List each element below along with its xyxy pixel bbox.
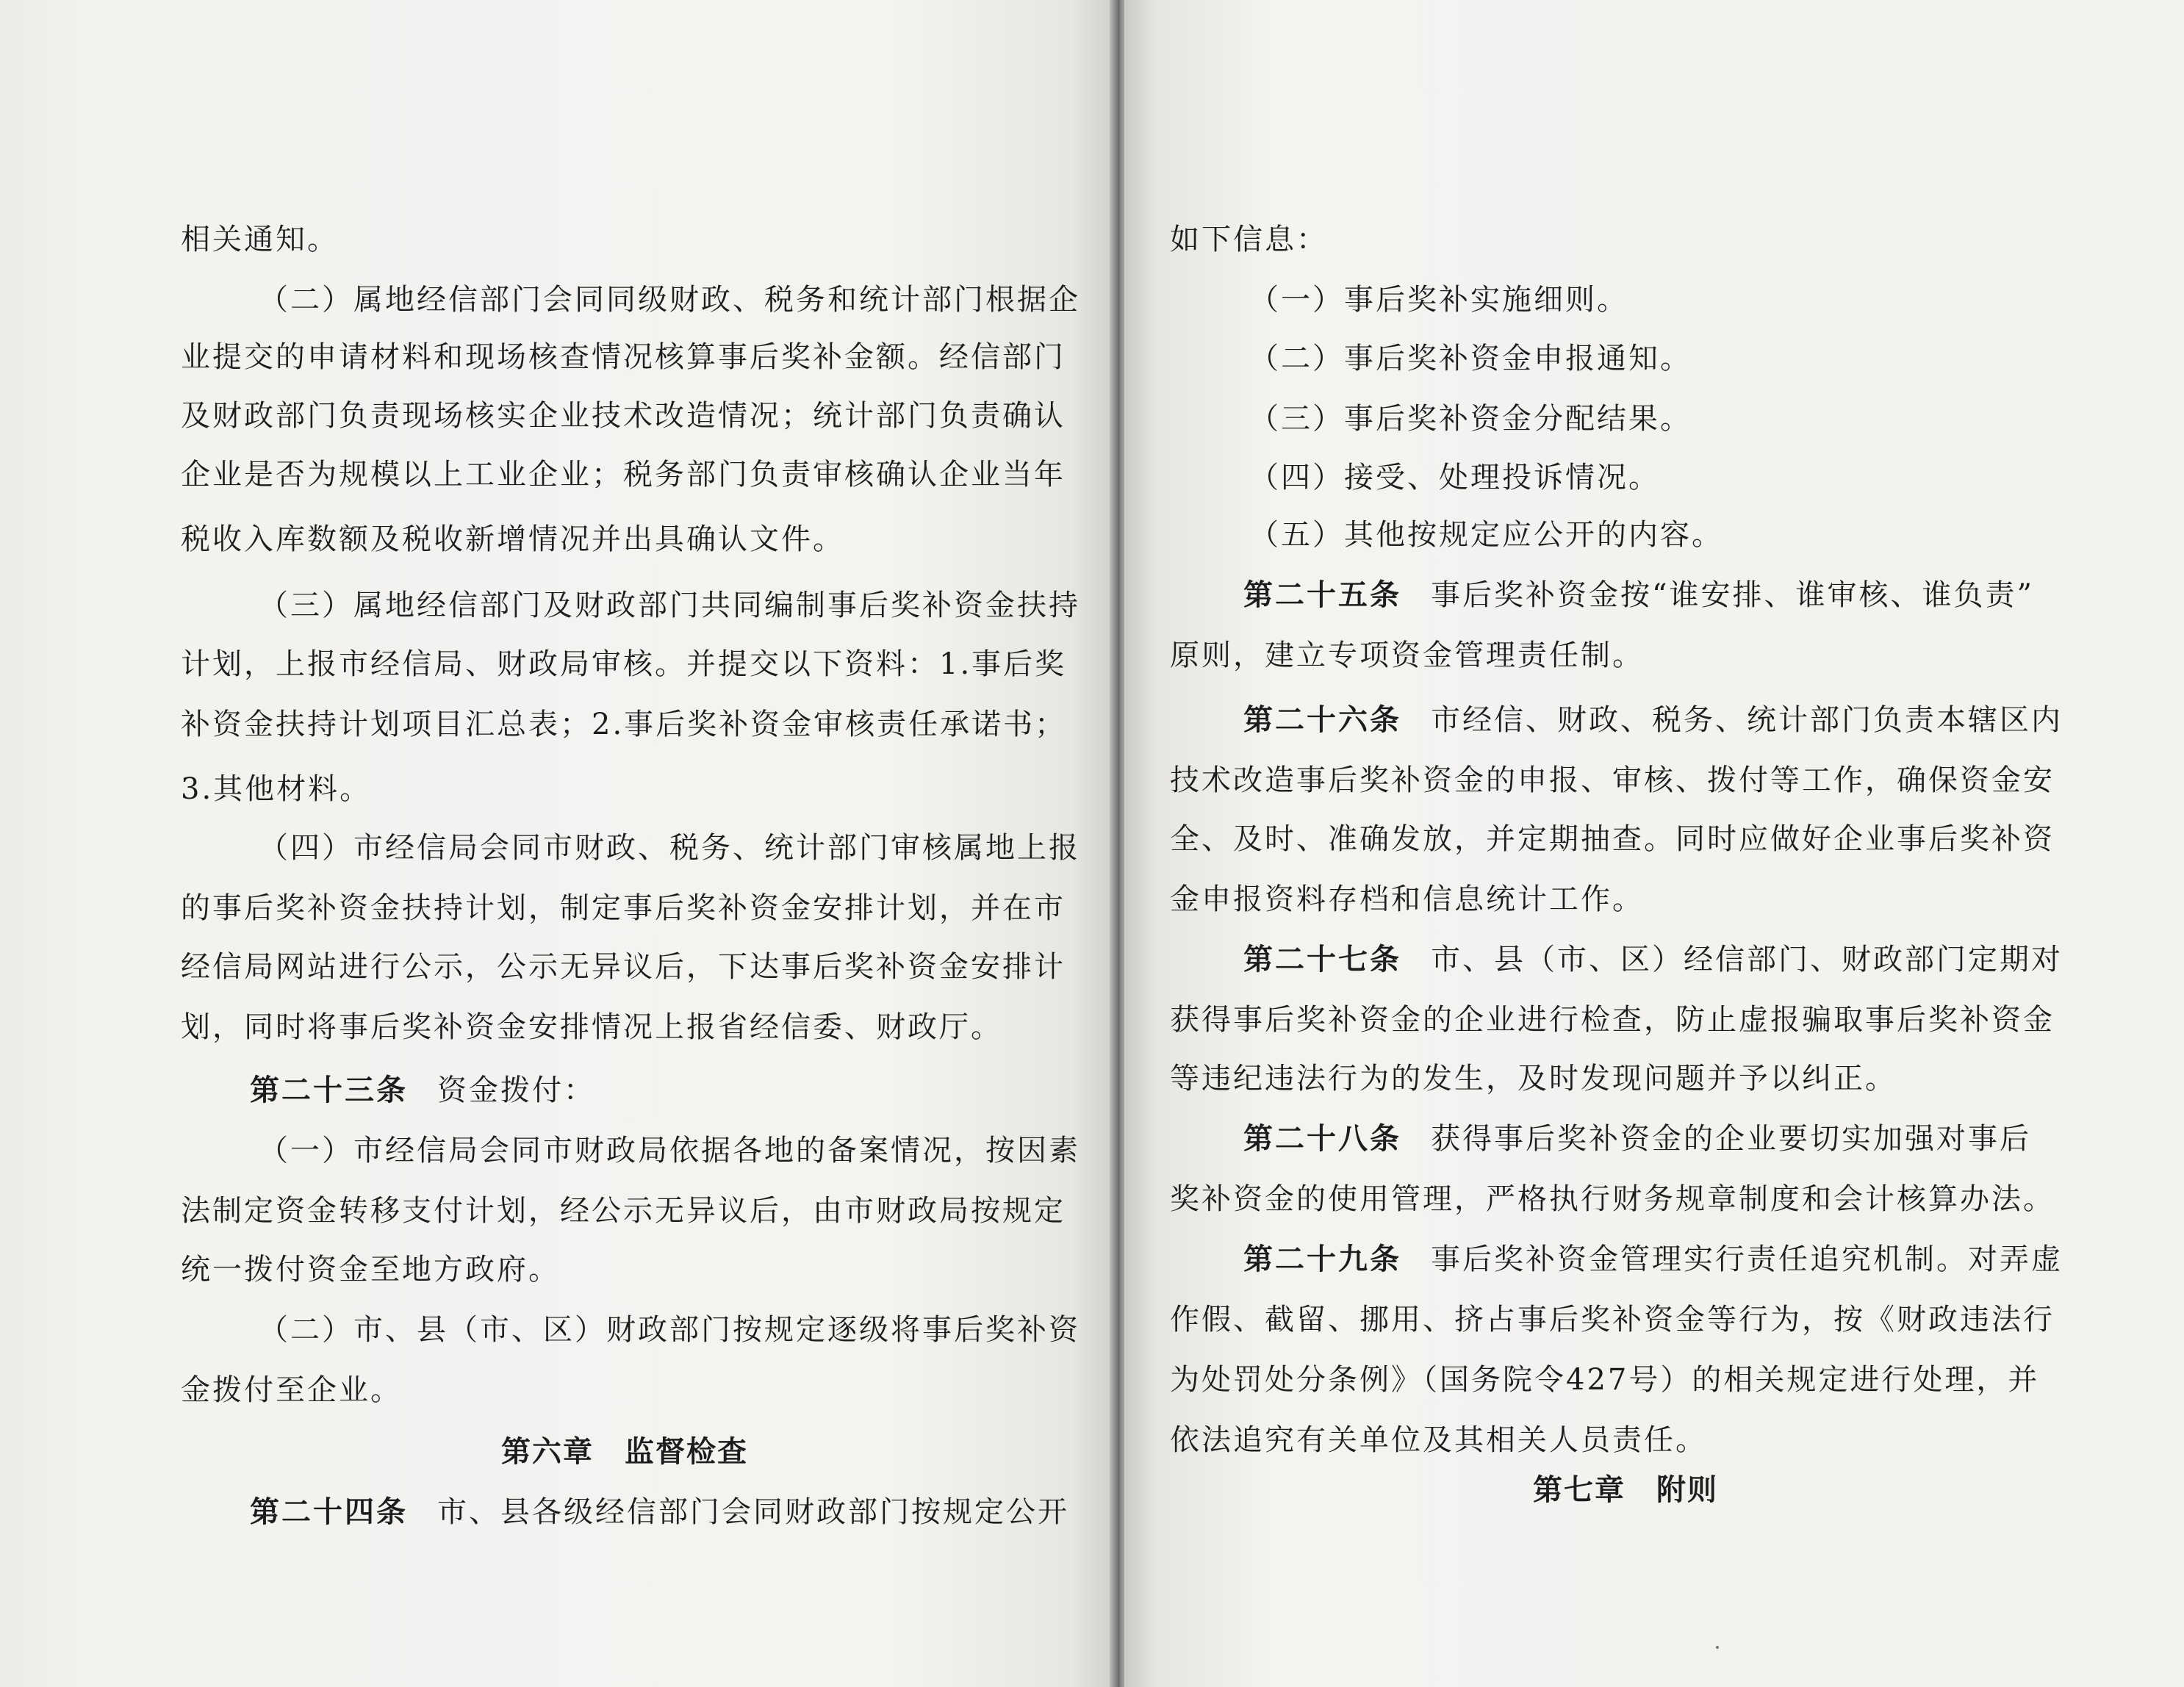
text-line: 金拨付至企业。 bbox=[181, 1373, 402, 1407]
article-25-line bbox=[1243, 576, 2034, 614]
text-line: （三）事后奖补资金分配结果。 bbox=[1249, 402, 1692, 436]
text-line: 计划，上报市经信局、财政局审核。并提交以下资料：1.事后奖 bbox=[181, 647, 1067, 681]
article-25-text: 事后奖补资金按“谁安排、谁审核、谁负责” bbox=[1431, 578, 2034, 612]
text-line: 金申报资料存档和信息统计工作。 bbox=[1170, 882, 1644, 916]
text-line: 如下信息： bbox=[1170, 223, 1328, 256]
article-29-text: 事后奖补资金管理实行责任追究机制。对弄虚 bbox=[1431, 1242, 2063, 1276]
text-line: （三）属地经信部门及财政部门共同编制事后奖补资金扶持 bbox=[259, 589, 1080, 622]
text-line: 3.其他材料。 bbox=[181, 772, 372, 806]
article-29-line bbox=[1243, 1240, 2063, 1278]
text-line: 技术改造事后奖补资金的申报、审核、拨付等工作，确保资金安 bbox=[1170, 763, 2055, 797]
text-line: 等违纪违法行为的发生，及时发现问题并予以纠正。 bbox=[1170, 1062, 1897, 1096]
article-23-title: 第二十三条 bbox=[250, 1073, 408, 1107]
article-24-line bbox=[250, 1493, 1069, 1531]
text-line: 的事后奖补资金扶持计划，制定事后奖补资金安排计划，并在市 bbox=[181, 891, 1066, 925]
text-line: （一）市经信局会同市财政局依据各地的备案情况，按因素 bbox=[259, 1134, 1080, 1168]
text-line: 统一拨付资金至地方政府。 bbox=[181, 1253, 560, 1287]
article-23-text: 资金拨付： bbox=[437, 1073, 595, 1107]
text-line: （二）市、县（市、区）财政部门按规定逐级将事后奖补资 bbox=[259, 1313, 1080, 1347]
text-line: （四）接受、处理投诉情况。 bbox=[1249, 461, 1660, 494]
text-line: 补资金扶持计划项目汇总表；2.事后奖补资金审核责任承诺书； bbox=[181, 708, 1067, 741]
article-25-title: 第二十五条 bbox=[1243, 578, 1401, 612]
text-line: 依法追究有关单位及其相关人员责任。 bbox=[1170, 1423, 1707, 1457]
article-27-title: 第二十七条 bbox=[1243, 943, 1401, 976]
text-line: （二）属地经信部门会同同级财政、税务和统计部门根据企 bbox=[259, 283, 1080, 317]
text-line: 奖补资金的使用管理，严格执行财务规章制度和会计核算办法。 bbox=[1170, 1182, 2055, 1216]
article-23-line bbox=[250, 1071, 595, 1109]
chapter-7-heading: 第七章 附则 bbox=[1533, 1473, 1718, 1507]
article-27-line bbox=[1243, 940, 2063, 979]
article-26-title: 第二十六条 bbox=[1243, 703, 1401, 737]
page-speck bbox=[1716, 1646, 1719, 1649]
article-27-text: 市、县（市、区）经信部门、财政部门定期对 bbox=[1431, 943, 2063, 976]
text-line: 税收入库数额及税收新增情况并出具确认文件。 bbox=[181, 522, 844, 556]
article-26-text: 市经信、财政、税务、统计部门负责本辖区内 bbox=[1431, 703, 2063, 737]
text-line: 原则，建立专项资金管理责任制。 bbox=[1170, 639, 1644, 672]
text-line: 企业是否为规模以上工业企业；税务部门负责审核确认企业当年 bbox=[181, 458, 1066, 492]
text-line: 业提交的申请材料和现场核查情况核算事后奖补金额。经信部门 bbox=[181, 340, 1066, 374]
article-28-title: 第二十八条 bbox=[1243, 1122, 1401, 1156]
text-line: 划，同时将事后奖补资金安排情况上报省经信委、财政厅。 bbox=[181, 1010, 1002, 1044]
text-line: 作假、截留、挪用、挤占事后奖补资金等行为，按《财政违法行 bbox=[1170, 1303, 2055, 1337]
text-line: （四）市经信局会同市财政、税务、统计部门审核属地上报 bbox=[259, 831, 1080, 865]
text-line: 为处罚处分条例》（国务院令427号）的相关规定进行处理，并 bbox=[1170, 1363, 2040, 1397]
text-line: 相关通知。 bbox=[181, 223, 339, 256]
text-line: 全、及时、准确发放，并定期抽查。同时应做好企业事后奖补资 bbox=[1170, 822, 2055, 856]
text-line: （一）事后奖补实施细则。 bbox=[1249, 283, 1628, 317]
text-line: 经信局网站进行公示，公示无异议后，下达事后奖补资金安排计 bbox=[181, 950, 1066, 984]
article-24-title: 第二十四条 bbox=[250, 1495, 408, 1529]
article-28-text: 获得事后奖补资金的企业要切实加强对事后 bbox=[1431, 1122, 2031, 1156]
text-line: 获得事后奖补资金的企业进行检查，防止虚报骗取事后奖补资金 bbox=[1170, 1003, 2055, 1037]
text-line: 法制定资金转移支付计划，经公示无异议后，由市财政局按规定 bbox=[181, 1194, 1066, 1228]
right-page bbox=[1124, 0, 2184, 1687]
article-28-line bbox=[1243, 1120, 2031, 1158]
article-29-title: 第二十九条 bbox=[1243, 1242, 1401, 1276]
text-line: 及财政部门负责现场核实企业技术改造情况；统计部门负责确认 bbox=[181, 399, 1066, 433]
article-26-line bbox=[1243, 701, 2063, 739]
text-line: （二）事后奖补资金申报通知。 bbox=[1249, 342, 1692, 375]
article-24-text: 市、县各级经信部门会同财政部门按规定公开 bbox=[437, 1495, 1069, 1529]
chapter-6-heading: 第六章 监督检查 bbox=[501, 1435, 748, 1469]
right-page-text bbox=[1124, 0, 2184, 1687]
text-line: （五）其他按规定应公开的内容。 bbox=[1249, 518, 1723, 552]
